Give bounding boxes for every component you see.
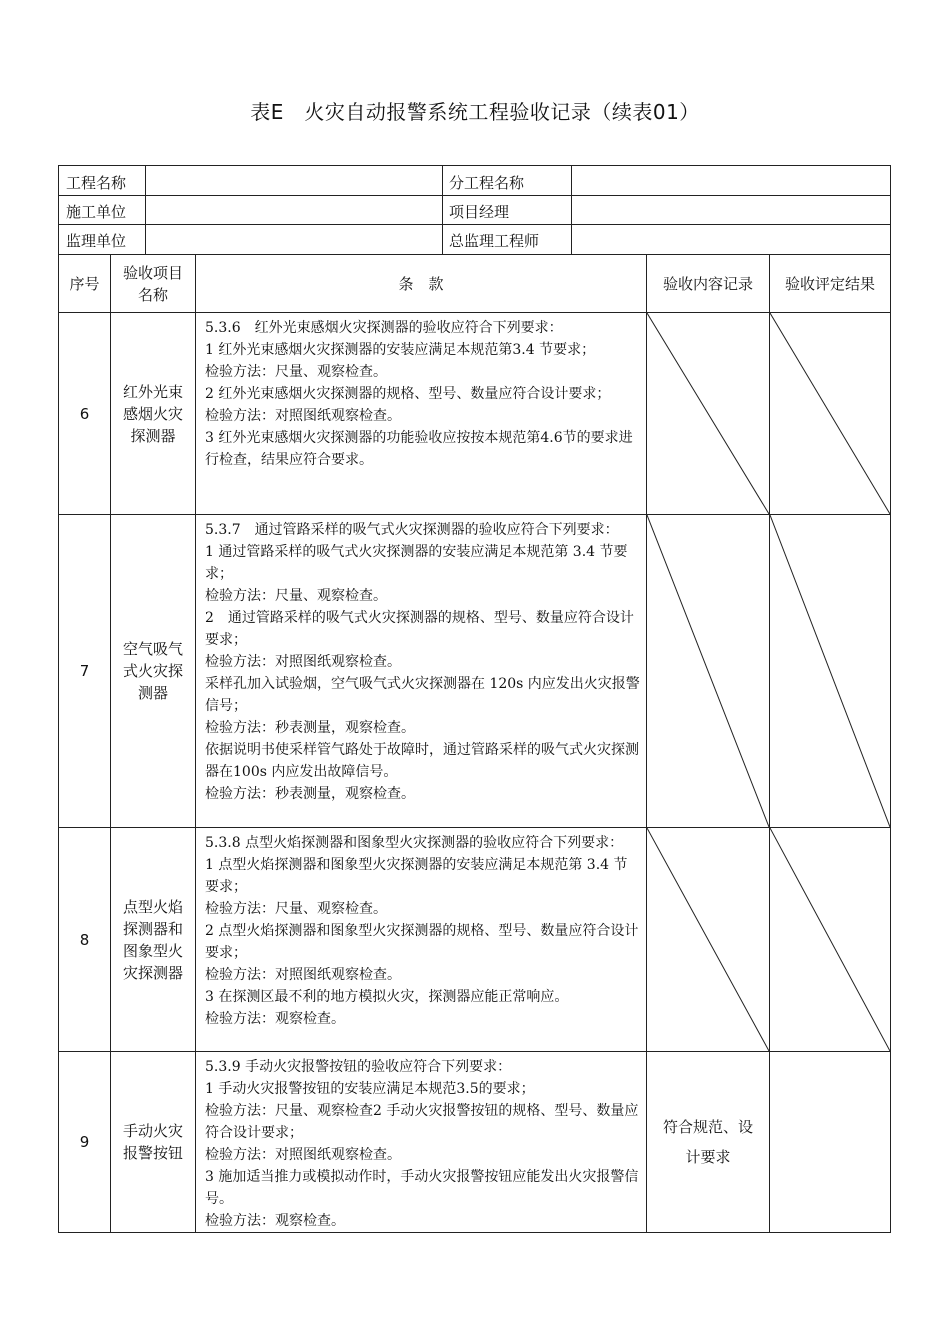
row-item-name: 手动火灾报警按钮 — [122, 1122, 183, 1162]
row-item-name: 空气吸气式火灾探测器 — [122, 640, 183, 702]
header-result: 验收评定结果 — [784, 274, 875, 293]
clause-line: 依据说明书使采样管气路处于故障时，通过管路采样的吸气式火灾探测器在100s 内应发出故障信号。 — [205, 742, 639, 780]
clause-line: 检验方法：秒表测量，观察检查。 — [205, 786, 415, 802]
clause-line: 1 手动火灾报警按钮的安装应满足本规范3.5的要求； — [205, 1081, 535, 1097]
clause-line: 采样孔加入试验烟，空气吸气式火灾探测器在 120s 内应发出火灾报警信号； — [205, 676, 640, 714]
result-cell[interactable] — [770, 1052, 890, 1232]
header-clause: 条 款 — [398, 274, 444, 293]
header-record: 验收内容记录 — [662, 274, 753, 293]
row-seq: 7 — [79, 662, 90, 680]
header-seq: 序号 — [69, 274, 100, 293]
row-clause — [196, 1052, 646, 1232]
clause-line: 2 红外光束感烟火灾探测器的规格、型号、数量应符合设计要求； — [205, 386, 611, 402]
page-title: 表E 火灾自动报警系统工程验收记录（续表01） — [250, 100, 700, 124]
record-cell[interactable] — [647, 313, 769, 514]
clause-line: 检验方法：观察检查。 — [205, 1011, 345, 1027]
chief-supervisor-field[interactable] — [572, 225, 890, 254]
supervisor-field[interactable] — [146, 225, 442, 254]
project-name-field[interactable] — [146, 166, 442, 195]
contractor-label: 施工单位 — [66, 203, 127, 221]
result-cell[interactable] — [770, 515, 890, 827]
clause-line: 3 在探测区最不利的地方模拟火灾，探测器应能正常响应。 — [205, 989, 569, 1005]
clause-line: 1 点型火焰探测器和图象型火灾探测器的安装应满足本规范第 3.4 节要求； — [205, 857, 628, 895]
project-manager-label: 项目经理 — [449, 203, 510, 221]
sub-project-label: 分工程名称 — [449, 174, 525, 192]
clause-line: 检验方法：尺量、观察检查。 — [205, 588, 387, 604]
clause-line: 检验方法：对照图纸观察检查。 — [205, 408, 401, 424]
row-seq: 6 — [79, 404, 90, 423]
record-cell[interactable] — [647, 515, 769, 827]
clause-line: 2 点型火焰探测器和图象型火灾探测器的规格、型号、数量应符合设计要求； — [205, 923, 639, 961]
clause-line: 5.3.8 点型火焰探测器和图象型火灾探测器的验收应符合下列要求： — [205, 835, 624, 851]
clause-line: 检验方法：对照图纸观察检查。 — [205, 654, 401, 670]
row-seq: 8 — [79, 930, 90, 949]
result-cell[interactable] — [770, 313, 890, 514]
row-item-name: 点型火焰探测器和图象型火灾探测器 — [122, 897, 183, 982]
clause-line: 3 红外光束感烟火灾探测器的功能验收应按按本规范第4.6节的要求进行检查，结果应符合要求。 — [205, 430, 633, 468]
header-item-name: 验收项目名称 — [123, 263, 184, 304]
supervisor-label: 监理单位 — [66, 232, 127, 250]
clause-line: 检验方法：尺量、观察检查2 手动火灾报警按钮的规格、型号、数量应符合设计要求； — [205, 1103, 639, 1141]
clause-line: 2 通过管路采样的吸气式火灾探测器的规格、型号、数量应符合设计要求； — [205, 610, 634, 648]
row-item-name: 红外光束感烟火灾探测器 — [122, 382, 183, 445]
clause-line: 检验方法：秒表测量，观察检查。 — [205, 720, 415, 736]
result-cell[interactable] — [770, 828, 890, 1051]
row-clause — [196, 828, 646, 1051]
clause-line: 检验方法：观察检查。 — [205, 1213, 345, 1229]
record-cell[interactable] — [647, 828, 769, 1051]
clause-line: 1 红外光束感烟火灾探测器的安装应满足本规范第3.4 节要求； — [205, 342, 596, 358]
clause-line: 检验方法：对照图纸观察检查。 — [205, 967, 401, 983]
contractor-field[interactable] — [146, 196, 442, 224]
clause-line: 1 通过管路采样的吸气式火灾探测器的安装应满足本规范第 3.4 节要求； — [205, 544, 628, 582]
row-clause — [196, 515, 646, 827]
clause-line: 5.3.6 红外光束感烟火灾探测器的验收应符合下列要求： — [205, 320, 563, 336]
project-manager-field[interactable] — [572, 196, 890, 224]
clause-line: 检验方法：尺量、观察检查。 — [205, 901, 387, 917]
clause-line: 5.3.9 手动火灾报警按钮的验收应符合下列要求： — [205, 1059, 512, 1075]
record-cell[interactable]: 符合规范、设计要求 — [662, 1118, 753, 1166]
column-divider — [442, 165, 443, 254]
project-name-label: 工程名称 — [66, 174, 127, 192]
clause-line: 5.3.7 通过管路采样的吸气式火灾探测器的验收应符合下列要求： — [205, 522, 619, 538]
chief-supervisor-label: 总监理工程师 — [449, 232, 540, 250]
row-seq: 9 — [79, 1133, 90, 1151]
row-clause — [196, 313, 646, 514]
clause-line: 3 施加适当推力或模拟动作时，手动火灾报警按钮应能发出火灾报警信号。 — [205, 1169, 639, 1207]
clause-line: 检验方法：对照图纸观察检查。 — [205, 1147, 401, 1163]
clause-line: 检验方法：尺量、观察检查。 — [205, 364, 387, 380]
sub-project-field[interactable] — [572, 166, 890, 195]
